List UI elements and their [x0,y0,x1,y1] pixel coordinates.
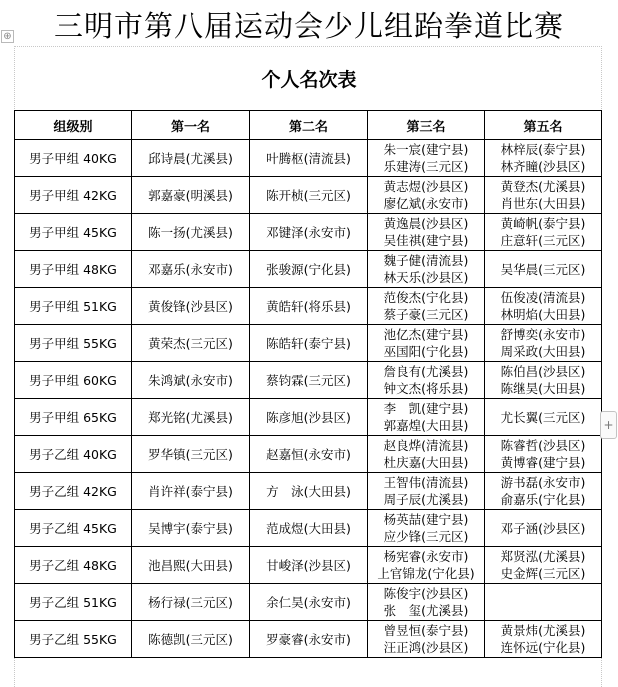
third-place-cell [368,399,485,436]
third-place-cell [368,436,485,473]
third-place-name: 范俊杰(宁化县) [383,290,469,305]
third-place-name: 吴佳祺(建宁县) [383,233,469,248]
group-cell: 男子乙组 42KG [15,473,132,510]
group-cell: 男子乙组 40KG [15,436,132,473]
third-place-cell [368,288,485,325]
table-subtitle: 个人名次表 [261,69,357,91]
group-cell: 男子甲组 40KG [15,140,132,177]
first-place-cell: 郭嘉豪(明溪县) [132,177,250,214]
table-row [15,547,602,584]
table-row [15,584,602,621]
third-place-name: 蔡子豪(三元区) [383,307,469,322]
group-cell: 男子甲组 51KG [15,288,132,325]
fifth-place-name: 史金辉(三元区) [500,566,586,581]
header-second: 第二名 [250,111,368,140]
third-place-cell [368,362,485,399]
table-row [15,325,602,362]
group-cell: 男子乙组 55KG [15,621,132,658]
table-row [15,510,602,547]
third-place-name: 乐建涛(三元区) [383,159,469,174]
fifth-place-name: 陈睿哲(沙县区) [500,438,586,453]
table-row [15,288,602,325]
first-place-cell: 邓嘉乐(永安市) [132,251,250,288]
third-place-name: 黄逸晨(沙县区) [383,216,469,231]
third-place-cell [368,621,485,658]
fifth-place-name: 黄景炜(尤溪县) [500,623,586,638]
table-row [15,621,602,658]
fifth-place-name: 肖世东(大田县) [500,196,586,211]
fifth-place-name: 俞嘉乐(宁化县) [500,492,586,507]
header-group: 组级别 [15,111,132,140]
group-cell: 男子乙组 45KG [15,510,132,547]
fifth-place-cell [485,214,602,251]
group-cell: 男子甲组 65KG [15,399,132,436]
table-row [15,251,602,288]
third-place-name: 陈俊宇(沙县区) [383,586,469,601]
second-place-cell: 罗豪睿(永安市) [250,621,368,658]
fifth-place-name: 陈伯昌(沙县区) [500,364,586,379]
second-place-cell: 余仁昊(永安市) [250,584,368,621]
ranking-table [14,110,602,658]
table-row [15,214,602,251]
header-first: 第一名 [132,111,250,140]
first-place-cell: 杨行禄(三元区) [132,584,250,621]
third-place-name: 钟文杰(将乐县) [383,381,469,396]
first-place-cell: 肖许祥(泰宁县) [132,473,250,510]
group-cell: 男子甲组 55KG [15,325,132,362]
first-place-cell: 陈德凯(三元区) [132,621,250,658]
group-cell: 男子甲组 60KG [15,362,132,399]
fifth-place-cell [485,325,602,362]
fifth-place-cell [485,473,602,510]
fifth-place-cell [485,362,602,399]
fifth-place-name: 黄博睿(建宁县) [500,455,586,470]
fifth-place-cell [485,584,602,621]
third-place-name: 赵良烨(清流县) [383,438,469,453]
fifth-place-name: 舒博奕(永安市) [500,327,586,342]
first-place-cell: 吴博宇(泰宁县) [132,510,250,547]
third-place-name: 汪正鸿(沙县区) [383,640,469,655]
second-place-cell: 邓键泽(永安市) [250,214,368,251]
second-place-cell: 陈开桢(三元区) [250,177,368,214]
fifth-place-cell [485,621,602,658]
fifth-place-cell [485,510,602,547]
second-place-cell: 甘峻泽(沙县区) [250,547,368,584]
fifth-place-name: 尤长翼(三元区) [500,409,586,425]
third-place-cell [368,140,485,177]
third-place-cell [368,510,485,547]
second-place-cell: 范成煜(大田县) [250,510,368,547]
fifth-place-cell [485,288,602,325]
group-cell: 男子乙组 48KG [15,547,132,584]
group-cell: 男子甲组 48KG [15,251,132,288]
table-row [15,399,602,436]
third-place-name: 魏子健(清流县) [383,253,469,268]
first-place-cell: 朱鸿斌(永安市) [132,362,250,399]
third-place-name: 巫国阳(宁化县) [383,344,469,359]
fifth-place-name: 郑贤泓(尤溪县) [500,549,586,564]
table-row [15,177,602,214]
document-title: 三明市第八届运动会少儿组跆拳道比赛 [53,9,564,43]
third-place-name: 杨宪睿(永安市) [383,549,469,564]
second-place-cell: 方 泳(大田县) [250,473,368,510]
fifth-place-name: 林明焰(大田县) [500,307,586,322]
fifth-place-name: 林梓辰(泰宁县) [500,142,586,157]
first-place-cell: 陈一扬(尤溪县) [132,214,250,251]
first-place-cell: 郑光铭(尤溪县) [132,399,250,436]
header-third: 第三名 [368,111,485,140]
fifth-place-name: 连怀远(宁化县) [500,640,586,655]
third-place-name: 詹良有(尤溪县) [383,364,469,379]
third-place-name: 林天乐(沙县区) [383,270,469,285]
second-place-cell: 蔡钧霖(三元区) [250,362,368,399]
third-place-cell [368,325,485,362]
fifth-place-name: 周采政(大田县) [500,344,586,359]
second-place-cell: 陈彦旭(沙县区) [250,399,368,436]
table-body [15,140,602,658]
third-place-cell [368,177,485,214]
third-place-name: 杨英喆(建宁县) [383,512,469,527]
second-place-cell: 黄皓轩(将乐县) [250,288,368,325]
third-place-name: 张 玺(尤溪县) [383,603,469,618]
third-place-name: 曾昱恒(泰宁县) [383,623,469,638]
fifth-place-name: 黄崎帆(泰宁县) [500,216,586,231]
group-cell: 男子甲组 42KG [15,177,132,214]
second-place-cell: 叶腾枢(清流县) [250,140,368,177]
first-place-cell: 罗华镇(三元区) [132,436,250,473]
fifth-place-cell [485,436,602,473]
third-place-name: 周子辰(尤溪县) [383,492,469,507]
third-place-name: 廖亿斌(永安市) [383,196,469,211]
second-place-cell: 陈皓轩(泰宁县) [250,325,368,362]
fifth-place-name: 陈继昊(大田县) [500,381,586,396]
third-place-name: 朱一宸(建宁县) [383,142,469,157]
table-row [15,473,602,510]
third-place-cell [368,547,485,584]
fifth-place-name: 伍俊凌(清流县) [500,290,586,305]
third-place-cell [368,214,485,251]
third-place-name: 黄志煜(沙县区) [383,179,469,194]
table-row [15,436,602,473]
group-cell: 男子甲组 45KG [15,214,132,251]
fifth-place-cell [485,399,602,436]
first-place-cell: 黄俊锋(沙县区) [132,288,250,325]
first-place-cell: 邱诗晨(尤溪县) [132,140,250,177]
fifth-place-cell [485,177,602,214]
fifth-place-cell [485,251,602,288]
table-row [15,362,602,399]
add-column-icon[interactable]: + [600,411,617,439]
fifth-place-name: 林齐瞳(沙县区) [500,159,586,174]
third-place-name: 李 凯(建宁县) [383,401,469,416]
first-place-cell: 池昌熙(大田县) [132,547,250,584]
third-place-name: 郭嘉煌(大田县) [383,418,469,433]
third-place-cell [368,473,485,510]
fifth-place-cell [485,547,602,584]
header-fifth: 第五名 [485,111,602,140]
table-row [15,140,602,177]
group-cell: 男子乙组 51KG [15,584,132,621]
fifth-place-cell [485,140,602,177]
third-place-name: 杜庆嘉(大田县) [383,455,469,470]
third-place-name: 王智伟(清流县) [383,475,469,490]
second-place-cell: 张骏源(宁化县) [250,251,368,288]
header-row [15,111,602,140]
third-place-cell [368,251,485,288]
third-place-name: 上官锦龙(宁化县) [377,566,475,581]
third-place-name: 应少锋(三元区) [383,529,469,544]
fifth-place-name: 邓子涵(沙县区) [500,520,586,536]
third-place-cell [368,584,485,621]
second-place-cell: 赵嘉恒(永安市) [250,436,368,473]
fifth-place-name: 游书磊(永安市) [500,475,586,490]
table-move-handle-icon[interactable]: ⊕ [1,30,14,43]
first-place-cell: 黄荣杰(三元区) [132,325,250,362]
fifth-place-name: 黄登杰(尤溪县) [500,179,586,194]
fifth-place-name: 庄意轩(三元区) [500,233,586,248]
fifth-place-name: 吴华晨(三元区) [500,261,586,277]
third-place-name: 池亿杰(建宁县) [383,327,469,342]
